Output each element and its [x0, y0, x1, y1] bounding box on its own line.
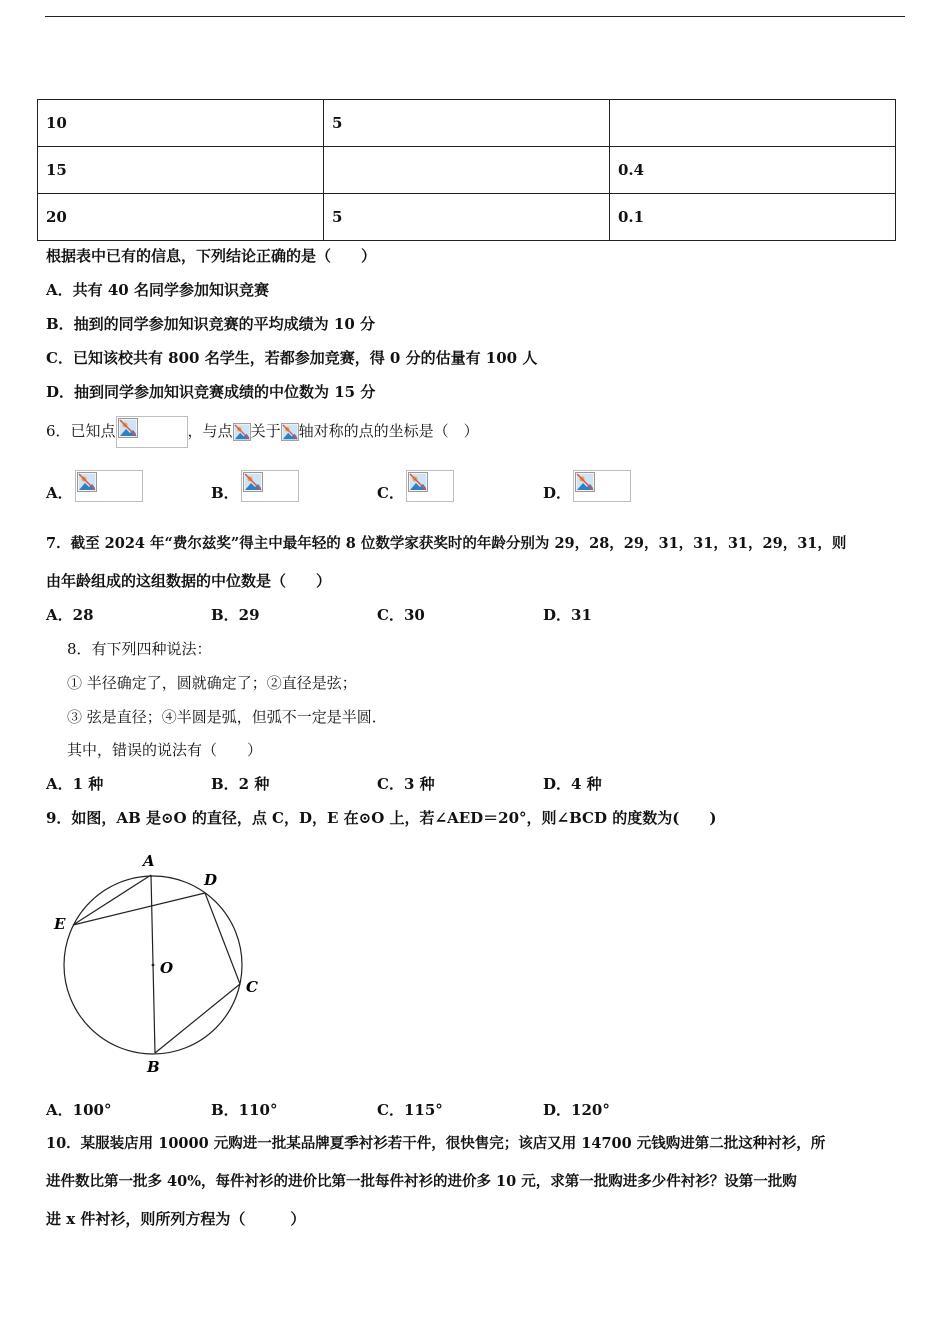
frequency-table [37, 99, 896, 241]
q7-option-a: A．28 [46, 606, 94, 624]
table-row [38, 100, 896, 147]
q8-stem: 8．有下列四种说法： [67, 640, 212, 658]
segment-ea [73, 875, 151, 925]
label-d: D [204, 871, 218, 889]
table-row [38, 147, 896, 194]
q5-option-a: A．共有 40 名同学参加知识竞赛 [46, 281, 269, 299]
broken-image-icon [575, 472, 595, 492]
q9-stem: 9．如图，AB 是⊙O 的直径，点 C，D，E 在⊙O 上，若∠AED＝20°，则∠BCD 的度数为( ) [46, 809, 717, 827]
label-e: E [54, 915, 66, 933]
segment-ed [73, 893, 205, 925]
broken-image-icon [408, 472, 428, 492]
table-cell: 5 [324, 194, 610, 241]
q7-stem-line1: 7．截至 2024 年“费尔兹奖”得主中最年轻的 8 位数学家获奖时的年龄分别为 29，28，29，31，31，31，29，31，则 [46, 535, 847, 552]
option-image-placeholder [573, 470, 631, 502]
circle-geometry-figure [0, 840, 300, 1085]
q6-option-b-label: B． [211, 484, 239, 502]
q7-option-c: C．30 [377, 606, 425, 624]
q6-option-b [211, 478, 299, 510]
broken-image-icon [233, 423, 251, 441]
q6-text-1: 6．已知点 [46, 422, 116, 440]
q5-option-d: D．抽到同学参加知识竞赛成绩的中位数为 15 分 [46, 383, 376, 401]
table-cell: 15 [38, 147, 324, 194]
center-point [152, 964, 155, 967]
table-cell [324, 147, 610, 194]
q8-statement-2: ③ 弦是直径；④半圆是弧，但弧不一定是半圆． [67, 708, 387, 726]
q5-option-c: C．已知该校共有 800 名学生，若都参加竞赛，得 0 分的估量有 100 人 [46, 349, 538, 367]
q8-question: 其中，错误的说法有（ ） [67, 741, 263, 759]
table-cell: 0.4 [610, 147, 896, 194]
q10-stem-line2: 进件数比第一批多 40%，每件衬衫的进价比第一批每件衬衫的进价多 10 元，求第一批购进多少件衬衫？设第一批购 [46, 1173, 797, 1190]
label-c: C [246, 978, 258, 996]
label-o: O [160, 959, 174, 977]
table-cell: 20 [38, 194, 324, 241]
option-image-placeholder [75, 470, 143, 502]
q7-option-d: D．31 [543, 606, 592, 624]
q8-statement-1: ① 半径确定了，圆就确定了；②直径是弦； [67, 674, 357, 692]
q6-option-a-label: A． [46, 484, 73, 502]
q5-stem: 根据表中已有的信息，下列结论正确的是（ ） [46, 247, 377, 265]
q8-option-a: A．1 种 [46, 775, 104, 793]
q6-option-c [377, 478, 454, 510]
q6-option-a [46, 478, 143, 510]
table-cell [610, 100, 896, 147]
q5-option-b: B．抽到的同学参加知识竞赛的平均成绩为 10 分 [46, 315, 375, 333]
table-cell: 0.1 [610, 194, 896, 241]
q6-option-d [543, 478, 631, 510]
q8-option-c: C．3 种 [377, 775, 435, 793]
table-cell: 10 [38, 100, 324, 147]
table-cell: 5 [324, 100, 610, 147]
broken-image-icon [243, 472, 263, 492]
label-b: B [147, 1058, 160, 1076]
option-image-placeholder [241, 470, 299, 502]
broken-image-icon [281, 423, 299, 441]
q9-option-a: A．100° [46, 1101, 112, 1119]
q8-option-b: B．2 种 [211, 775, 270, 793]
q7-stem-line2: 由年龄组成的这组数据的中位数是（ ） [46, 572, 332, 590]
q6-text-4: 轴对称的点的坐标是（ ） [298, 422, 479, 440]
q9-option-c: C．115° [377, 1101, 443, 1119]
option-image-placeholder [406, 470, 454, 502]
header-rule [45, 16, 905, 17]
q10-stem-line1: 10．某服装店用 10000 元购进一批某品牌夏季衬衫若干件，很快售完；该店又用 14700 元钱购进第二批这种衬衫，所 [46, 1135, 826, 1152]
q6-stem [46, 414, 479, 448]
table-row [38, 194, 896, 241]
segment-dc [205, 893, 240, 984]
q7-option-b: B．29 [211, 606, 260, 624]
q9-option-d: D．120° [543, 1101, 610, 1119]
q6-text-3: 关于 [250, 422, 281, 440]
q6-option-c-label: C． [377, 484, 404, 502]
q9-option-b: B．110° [211, 1101, 278, 1119]
label-a: A [143, 852, 155, 870]
q6-option-d-label: D． [543, 484, 572, 502]
point-image-placeholder [116, 416, 188, 448]
q8-option-d: D．4 种 [543, 775, 602, 793]
q10-stem-line3: 进 x 件衬衫，则所列方程为（ ） [46, 1210, 306, 1228]
broken-image-icon [77, 472, 97, 492]
broken-image-icon [118, 418, 138, 438]
q6-text-2: ，与点 [187, 422, 233, 440]
